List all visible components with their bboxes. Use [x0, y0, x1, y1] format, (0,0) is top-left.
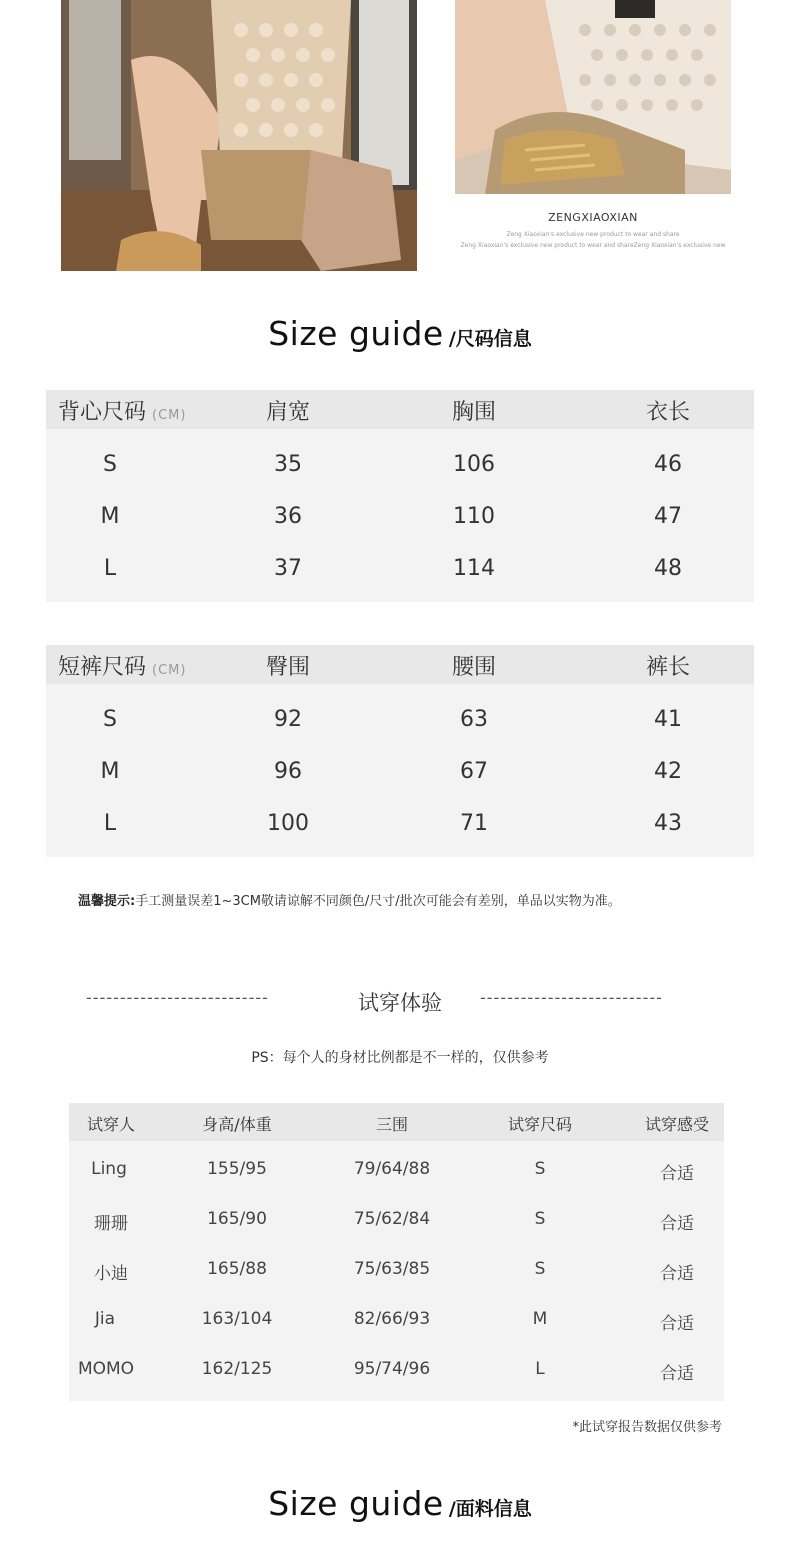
table-cell: 小迪	[94, 1264, 128, 1284]
vest-header-shoulder: 肩宽	[265, 400, 311, 425]
tryon-table	[69, 1103, 724, 1401]
vest-size-table	[46, 390, 754, 602]
table-cell: 41	[654, 707, 682, 732]
table-cell: 165/88	[207, 1259, 267, 1279]
table-cell: S	[534, 1259, 546, 1279]
table-cell: 42	[654, 759, 682, 784]
table-cell: 79/64/88	[353, 1159, 431, 1179]
table-row	[69, 1149, 724, 1199]
table-cell: 48	[654, 556, 682, 581]
table-cell: 合适	[660, 1264, 694, 1284]
table-row	[46, 747, 754, 799]
table-cell: 114	[453, 556, 495, 581]
tryon-header-tester: 试穿人	[86, 1115, 136, 1134]
fabric-guide-subtitle: /面料信息	[448, 1498, 532, 1520]
unit-label: (CM)	[152, 663, 187, 678]
table-cell: L	[103, 811, 117, 836]
table-cell: S	[103, 452, 117, 477]
table-row	[69, 1249, 724, 1299]
table-cell: 95/74/96	[353, 1359, 431, 1379]
table-cell: 155/95	[207, 1159, 267, 1179]
size-guide-subtitle: /尺码信息	[448, 328, 532, 350]
table-cell: 110	[453, 504, 495, 529]
table-cell: 43	[654, 811, 682, 836]
table-row	[69, 1349, 724, 1399]
divider-right: ---------------------------	[480, 988, 663, 1007]
size-guide-heading	[0, 314, 800, 353]
table-row	[46, 544, 754, 596]
unit-label: (CM)	[152, 408, 187, 423]
tip-label: 温馨提示:	[78, 894, 136, 909]
brand-tagline-repeat: Zeng Xiaoxian's exclusive new product to wear and shareZeng Xiaoxian's exclusive new	[460, 242, 726, 249]
table-cell: Ling	[91, 1159, 127, 1179]
fabric-info-heading	[0, 1484, 800, 1523]
table-cell: 71	[460, 811, 488, 836]
table-cell: 37	[274, 556, 302, 581]
table-row	[46, 695, 754, 747]
vest-table-header	[46, 390, 754, 429]
table-cell: 162/125	[201, 1359, 273, 1379]
table-cell: 合适	[660, 1164, 694, 1184]
table-cell: L	[535, 1359, 545, 1379]
table-cell: 75/62/84	[353, 1209, 431, 1229]
table-cell: 165/90	[207, 1209, 267, 1229]
table-cell: 47	[654, 504, 682, 529]
tryon-table-header	[69, 1103, 724, 1141]
table-cell: 96	[274, 759, 302, 784]
vest-header-chest: 胸围	[451, 400, 497, 425]
vest-header-length: 衣长	[645, 400, 691, 425]
table-cell: S	[534, 1159, 546, 1179]
table-cell: Jia	[94, 1309, 116, 1329]
table-cell: 36	[274, 504, 302, 529]
tip-text: 手工测量误差1~3CM敬请谅解不同颜色/尺寸/批次可能会有差别，单品以实物为准。	[135, 894, 621, 909]
table-cell: L	[103, 556, 117, 581]
table-cell: M	[100, 759, 120, 784]
table-row	[46, 440, 754, 492]
table-cell: 163/104	[201, 1309, 273, 1329]
size-guide-title: Size guide	[268, 314, 444, 353]
divider-left: ---------------------------	[86, 988, 269, 1007]
shorts-header-hip: 臀围	[265, 655, 311, 680]
measurement-tip	[78, 890, 621, 909]
shorts-size-table	[46, 645, 754, 857]
fabric-guide-title: Size guide	[268, 1484, 444, 1523]
table-cell: 67	[460, 759, 488, 784]
table-cell: M	[532, 1309, 548, 1329]
table-cell: 35	[274, 452, 302, 477]
table-cell: 46	[654, 452, 682, 477]
table-row	[69, 1199, 724, 1249]
table-cell: 106	[453, 452, 495, 477]
model-boots-detail-photo	[455, 0, 731, 194]
tryon-header-measurements: 三围	[375, 1115, 409, 1134]
table-cell: 63	[460, 707, 488, 732]
table-cell: 92	[274, 707, 302, 732]
brand-tagline: Zeng Xiaoxian's exclusive new product to wear and share	[506, 231, 680, 238]
tryon-header-feel: 试穿感受	[644, 1115, 710, 1134]
table-cell: 82/66/93	[353, 1309, 431, 1329]
table-cell: M	[100, 504, 120, 529]
shorts-header-length: 裤长	[645, 655, 691, 680]
vest-header-size: 背心尺码 (CM)	[58, 400, 187, 425]
shorts-table-header	[46, 645, 754, 684]
shorts-header-waist: 腰围	[451, 655, 497, 680]
table-row	[69, 1299, 724, 1349]
tryon-header-size: 试穿尺码	[507, 1115, 573, 1134]
table-cell: MOMO	[77, 1359, 135, 1379]
tryon-header-height-weight: 身高/体重	[202, 1115, 272, 1134]
table-cell: 合适	[660, 1314, 694, 1334]
tryon-title: 试穿体验	[358, 991, 442, 1015]
table-cell: S	[534, 1209, 546, 1229]
table-cell: 合适	[660, 1214, 694, 1234]
tryon-note: PS：每个人的身材比例都是不一样的，仅供参考	[251, 1050, 549, 1066]
brand-name: ZENGXIAOXIAN	[548, 211, 638, 224]
table-row	[46, 799, 754, 851]
table-cell: S	[103, 707, 117, 732]
table-cell: 75/63/85	[353, 1259, 431, 1279]
table-cell: 珊珊	[94, 1214, 128, 1234]
model-seated-photo	[61, 0, 417, 271]
tryon-disclaimer: *此试穿报告数据仅供参考	[572, 1420, 722, 1435]
shorts-header-size: 短裤尺码 (CM)	[58, 655, 187, 680]
table-cell: 100	[267, 811, 309, 836]
table-row	[46, 492, 754, 544]
table-cell: 合适	[660, 1364, 694, 1384]
tryon-title-bar	[0, 988, 800, 1018]
